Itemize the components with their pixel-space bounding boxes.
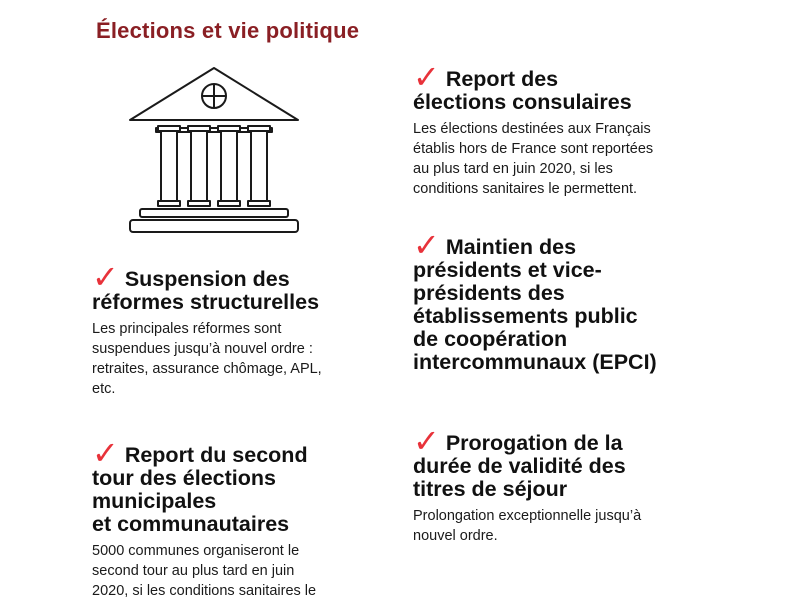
measure-heading [413,226,753,374]
section-title: Élections et vie politique [96,18,360,43]
red-checkmark-icon: ✓ [92,258,119,296]
measure-heading-text: Suspension des réformes structurelles [92,267,320,314]
measure-item-second-tour [92,434,382,600]
courthouse-building-icon [126,64,302,236]
measure-item-suspension [92,258,382,399]
measure-body: Les principales réformes sont suspendues jusqu’à nouvel ordre : retraites, assurance chômage, APL, etc. [92,321,322,397]
step-lower-shape [130,220,298,232]
measure-item-consulaires [413,58,733,199]
red-checkmark-icon: ✓ [92,434,119,472]
measure-heading [92,434,382,536]
measure-heading [413,58,733,114]
red-checkmark-icon: ✓ [413,226,440,264]
measure-heading-text: Report du second tour des élections municipales et communautaires [92,443,308,536]
measure-heading [413,422,743,501]
columns-group [158,126,270,206]
measure-body: Les élections destinées aux Français établis hors de France sont reportées au plus tard en juin 2020, si les conditions sanitaires le permettent. [413,121,654,197]
step-upper-shape [140,209,288,217]
measure-heading-text: Prorogation de la durée de validité des titres de séjour [413,431,626,501]
measure-body: 5000 communes organiseront le second tour au plus tard en juin 2020, si les conditions sanitaires le [92,543,317,599]
measure-item-sejour [413,422,743,546]
measure-heading-text: Maintien des présidents et vice- présidents des établissements public de coopération intercommunaux (EPCI) [413,235,657,374]
measure-heading [92,258,382,314]
measure-heading-text: Report des élections consulaires [413,67,632,114]
red-checkmark-icon: ✓ [413,58,440,96]
red-checkmark-icon: ✓ [413,422,440,460]
measure-item-epci [413,226,753,374]
measure-body: Prolongation exceptionnelle jusqu’à nouvel ordre. [413,508,642,544]
